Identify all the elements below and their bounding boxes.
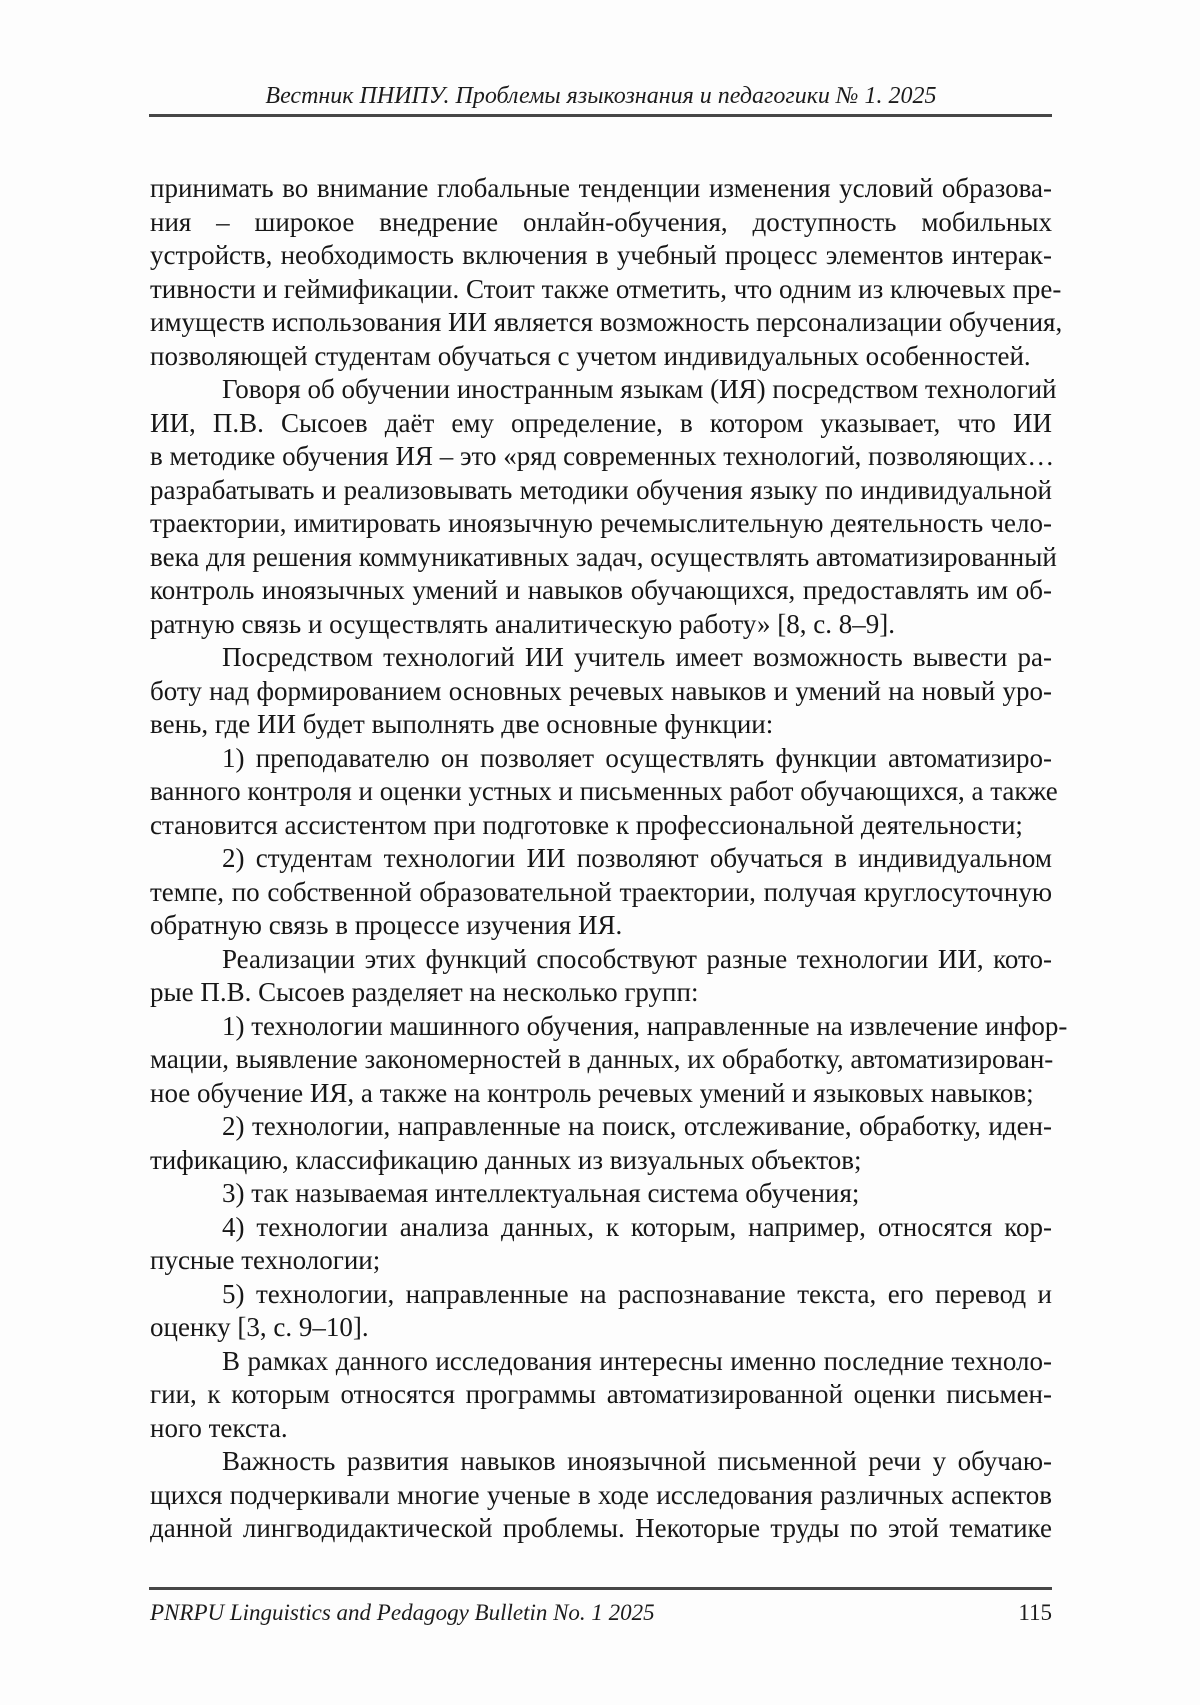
paragraph bbox=[150, 1177, 1052, 1211]
text-line: ванного контроля и оценки устных и письменных работ обучающихся, а также bbox=[150, 776, 1058, 806]
paragraph bbox=[150, 1345, 1052, 1446]
text-line: Важность развития навыков иноязычной письменной речи у обучаю- bbox=[222, 1446, 1052, 1476]
text-line: разрабатывать и реализовывать методики обучения языку по индивидуальной bbox=[150, 474, 1052, 505]
text-line: щихся подчеркивали многие ученые в ходе исследования различных аспектов bbox=[150, 1479, 1052, 1510]
text-line: позволяющей студентам обучаться с учетом индивидуальных особенностей. bbox=[150, 340, 1031, 371]
footer-rule bbox=[149, 1587, 1052, 1590]
text-line: ратную связь и осуществлять аналитическую работу» [8, с. 8–9]. bbox=[150, 608, 896, 639]
text-line: Посредством технологий ИИ учитель имеет возможность вывести ра- bbox=[222, 642, 1052, 672]
footer-journal-title: PNRPU Linguistics and Pedagogy Bulletin No. 1 2025 bbox=[150, 1600, 655, 1625]
header-rule bbox=[149, 114, 1052, 117]
text-line: 1) технологии машинного обучения, направленные на извлечение инфор- bbox=[222, 1010, 1068, 1041]
text-line: боту над формированием основных речевых навыков и умений на новый уро- bbox=[150, 675, 1052, 706]
paragraph bbox=[150, 1110, 1052, 1177]
article-body bbox=[150, 172, 1068, 1546]
text-line: века для решения коммуникативных задач, осуществлять автоматизированный bbox=[150, 541, 1057, 572]
text-line: гии, к которым относятся программы автоматизированной оценки письмен- bbox=[150, 1379, 1052, 1409]
text-line: ния – широкое внедрение онлайн-обучения, доступность мобильных bbox=[150, 206, 1052, 237]
paragraph bbox=[150, 943, 1052, 1010]
paragraph bbox=[150, 742, 1058, 843]
text-line: оценку [3, с. 9–10]. bbox=[150, 1312, 369, 1342]
text-line: вень, где ИИ будет выполнять две основные функции: bbox=[150, 709, 774, 739]
text-line: 3) так называемая интеллектуальная система обучения; bbox=[222, 1178, 860, 1208]
text-line: 1) преподавателю он позволяет осуществлять функции автоматизиро- bbox=[222, 742, 1052, 773]
text-line: в методике обучения ИЯ – это «ряд современных технологий, позволяющих… bbox=[150, 441, 1055, 471]
text-line: тификацию, классификацию данных из визуальных объектов; bbox=[150, 1144, 862, 1175]
text-line: траектории, имитировать иноязычную речемыслительную деятельность чело- bbox=[150, 508, 1052, 538]
text-line: 4) технологии анализа данных, к которым, например, относятся кор- bbox=[222, 1211, 1052, 1242]
text-line: обратную связь в процессе изучения ИЯ. bbox=[150, 910, 623, 940]
running-header-title: Вестник ПНИПУ. Проблемы языкознания и педагогики № 1. 2025 bbox=[265, 83, 937, 109]
text-line: тивности и геймификации. Стоит также отметить, что одним из ключевых пре- bbox=[150, 273, 1062, 304]
text-line: темпе, по собственной образовательной траектории, получая круглосуточную bbox=[150, 876, 1052, 907]
text-line: 2) технологии, направленные на поиск, отслеживание, обработку, иден- bbox=[222, 1111, 1052, 1141]
text-line: рые П.В. Сысоев разделяет на несколько групп: bbox=[150, 977, 699, 1007]
text-line: принимать во внимание глобальные тенденции изменения условий образова- bbox=[150, 173, 1052, 203]
text-line: устройств, необходимость включения в учебный процесс элементов интерак- bbox=[150, 240, 1052, 270]
paragraph bbox=[150, 1211, 1052, 1278]
text-line: 5) технологии, направленные на распознавание текста, его перевод и bbox=[222, 1278, 1052, 1309]
paragraph bbox=[150, 172, 1063, 373]
text-line: становится ассистентом при подготовке к профессиональной деятельности; bbox=[150, 809, 1023, 840]
running-footer bbox=[150, 1598, 1052, 1628]
paragraph bbox=[150, 1445, 1052, 1546]
text-line: 2) студентам технологии ИИ позволяют обучаться в индивидуальном bbox=[222, 843, 1052, 873]
text-line: имуществ использования ИИ является возможность персонализации обучения, bbox=[150, 307, 1063, 337]
text-line: данной лингводидактической проблемы. Некоторые труды по этой тематике bbox=[150, 1513, 1052, 1543]
text-line: Говоря об обучении иностранным языкам (ИЯ) посредством технологий bbox=[222, 374, 1057, 404]
text-line: ного текста. bbox=[150, 1412, 288, 1443]
text-line: пусные технологии; bbox=[150, 1245, 381, 1275]
text-line: мации, выявление закономерностей в данных, их обработку, автоматизирован- bbox=[150, 1044, 1054, 1074]
paragraph bbox=[150, 842, 1052, 943]
page-number: 115 bbox=[1018, 1600, 1052, 1625]
text-line: ИИ, П.В. Сысоев даёт ему определение, в котором указывает, что ИИ bbox=[150, 407, 1052, 438]
text-line: контроль иноязычных умений и навыков обучающихся, предоставлять им об- bbox=[150, 575, 1052, 605]
paragraph bbox=[150, 1278, 1052, 1345]
text-line: Реализации этих функций способствуют разные технологии ИИ, кото- bbox=[222, 943, 1052, 974]
text-line: В рамках данного исследования интересны именно последние техноло- bbox=[222, 1345, 1052, 1376]
paragraph bbox=[150, 641, 1052, 742]
paragraph bbox=[150, 373, 1057, 641]
text-line: ное обучение ИЯ, а также на контроль речевых умений и языковых навыков; bbox=[150, 1077, 1034, 1108]
paragraph bbox=[150, 1010, 1068, 1111]
